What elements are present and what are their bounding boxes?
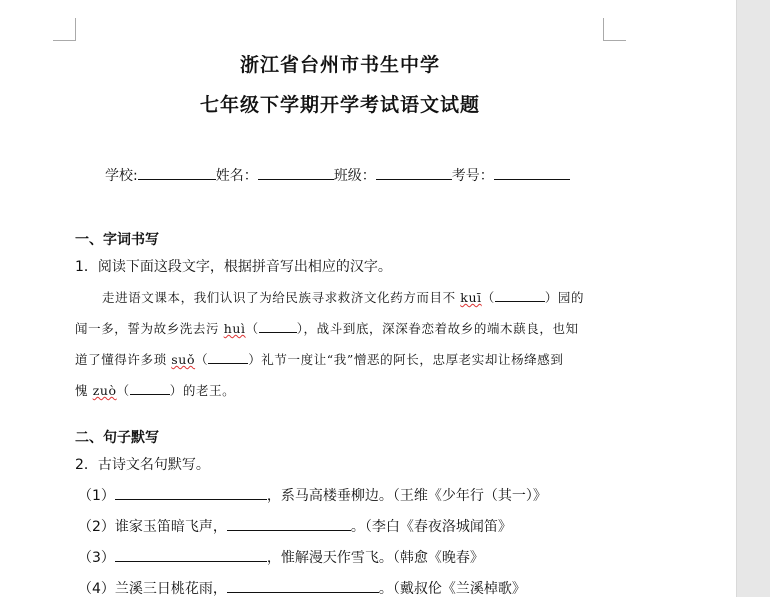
poem-item-2 xyxy=(78,516,512,536)
pinyin-zuo: zuò xyxy=(92,383,117,398)
poem-suffix: 。（戴叔伦《兰溪棹歌》 xyxy=(378,581,526,597)
poem-suffix: 。（李白《春夜洛城闻笛》 xyxy=(350,519,512,535)
school-title: 浙江省台州市书生中学 xyxy=(239,54,440,76)
poem-prefix: （1） xyxy=(78,488,115,504)
name-label: 姓名： xyxy=(215,168,258,184)
poem-item-1 xyxy=(78,485,547,505)
passage-text: 愧 xyxy=(75,383,93,398)
poem-prefix: （4）兰溪三日桃花雨， xyxy=(78,581,227,597)
pinyin-kui: kuī xyxy=(460,290,482,305)
passage-text: ），战斗到底，深深眷恋着故乡的端木蕻良，也知 xyxy=(296,321,579,336)
answer-blank-suo[interactable] xyxy=(208,351,248,364)
number-label: 考号： xyxy=(451,168,494,184)
exam-title: 七年级下学期开学考试语文试题 xyxy=(199,94,480,116)
name-blank[interactable] xyxy=(258,165,334,180)
passage-text: ）园的 xyxy=(544,290,585,305)
passage-text: ）礼节一度让“我”憎恶的阿长，忠厚老实却让杨绛感到 xyxy=(248,352,564,367)
pinyin-suo: suǒ xyxy=(171,352,196,367)
poem-blank-4[interactable] xyxy=(227,578,379,593)
poem-blank-2[interactable] xyxy=(227,516,351,531)
class-label: 班级： xyxy=(333,168,376,184)
section1-heading: 一、字词书写 xyxy=(75,232,159,248)
passage-text: 走进语文课本，我们认识了为给民族寻求救济文化药方而目不 xyxy=(102,290,461,305)
answer-blank-zuo[interactable] xyxy=(130,382,170,395)
crop-mark-top-left xyxy=(53,18,76,41)
school-label: 学校: xyxy=(105,168,138,184)
number-blank[interactable] xyxy=(494,165,570,180)
poem-suffix: ，惟解漫天作雪飞。（韩愈《晚春》 xyxy=(266,550,484,566)
passage-text: 道了懂得许多琐 xyxy=(75,352,172,367)
class-blank[interactable] xyxy=(376,165,452,180)
poem-item-3 xyxy=(78,547,484,567)
student-info-line xyxy=(105,165,570,185)
passage-line-3 xyxy=(75,350,563,368)
poem-prefix: （3） xyxy=(78,550,115,566)
question-2: 2．古诗文名句默写。 xyxy=(75,457,210,473)
paren-open: （ xyxy=(245,321,259,336)
pinyin-hui: huì xyxy=(223,321,246,336)
poem-item-4 xyxy=(78,578,526,598)
passage-text: 闻一多，誓为故乡洗去污 xyxy=(75,321,224,336)
poem-prefix: （2）谁家玉笛暗飞声， xyxy=(78,519,227,535)
passage-line-1 xyxy=(102,288,584,306)
passage-text: ）的老王。 xyxy=(169,383,236,398)
answer-blank-kui[interactable] xyxy=(495,289,545,302)
answer-blank-hui[interactable] xyxy=(259,320,297,333)
window-right-margin xyxy=(736,0,770,597)
paren-open: （ xyxy=(116,383,130,398)
paren-open: （ xyxy=(481,290,495,305)
crop-mark-top-right xyxy=(603,18,626,41)
passage-line-4 xyxy=(75,381,235,399)
poem-blank-1[interactable] xyxy=(115,485,267,500)
school-blank[interactable] xyxy=(138,165,216,180)
paren-open: （ xyxy=(195,352,209,367)
poem-suffix: ，系马高楼垂柳边。（王维《少年行（其一）》 xyxy=(266,488,547,504)
poem-blank-3[interactable] xyxy=(115,547,267,562)
passage-line-2 xyxy=(75,319,579,337)
question-1: 1．阅读下面这段文字，根据拼音写出相应的汉字。 xyxy=(75,259,392,275)
section2-heading: 二、句子默写 xyxy=(75,430,159,446)
